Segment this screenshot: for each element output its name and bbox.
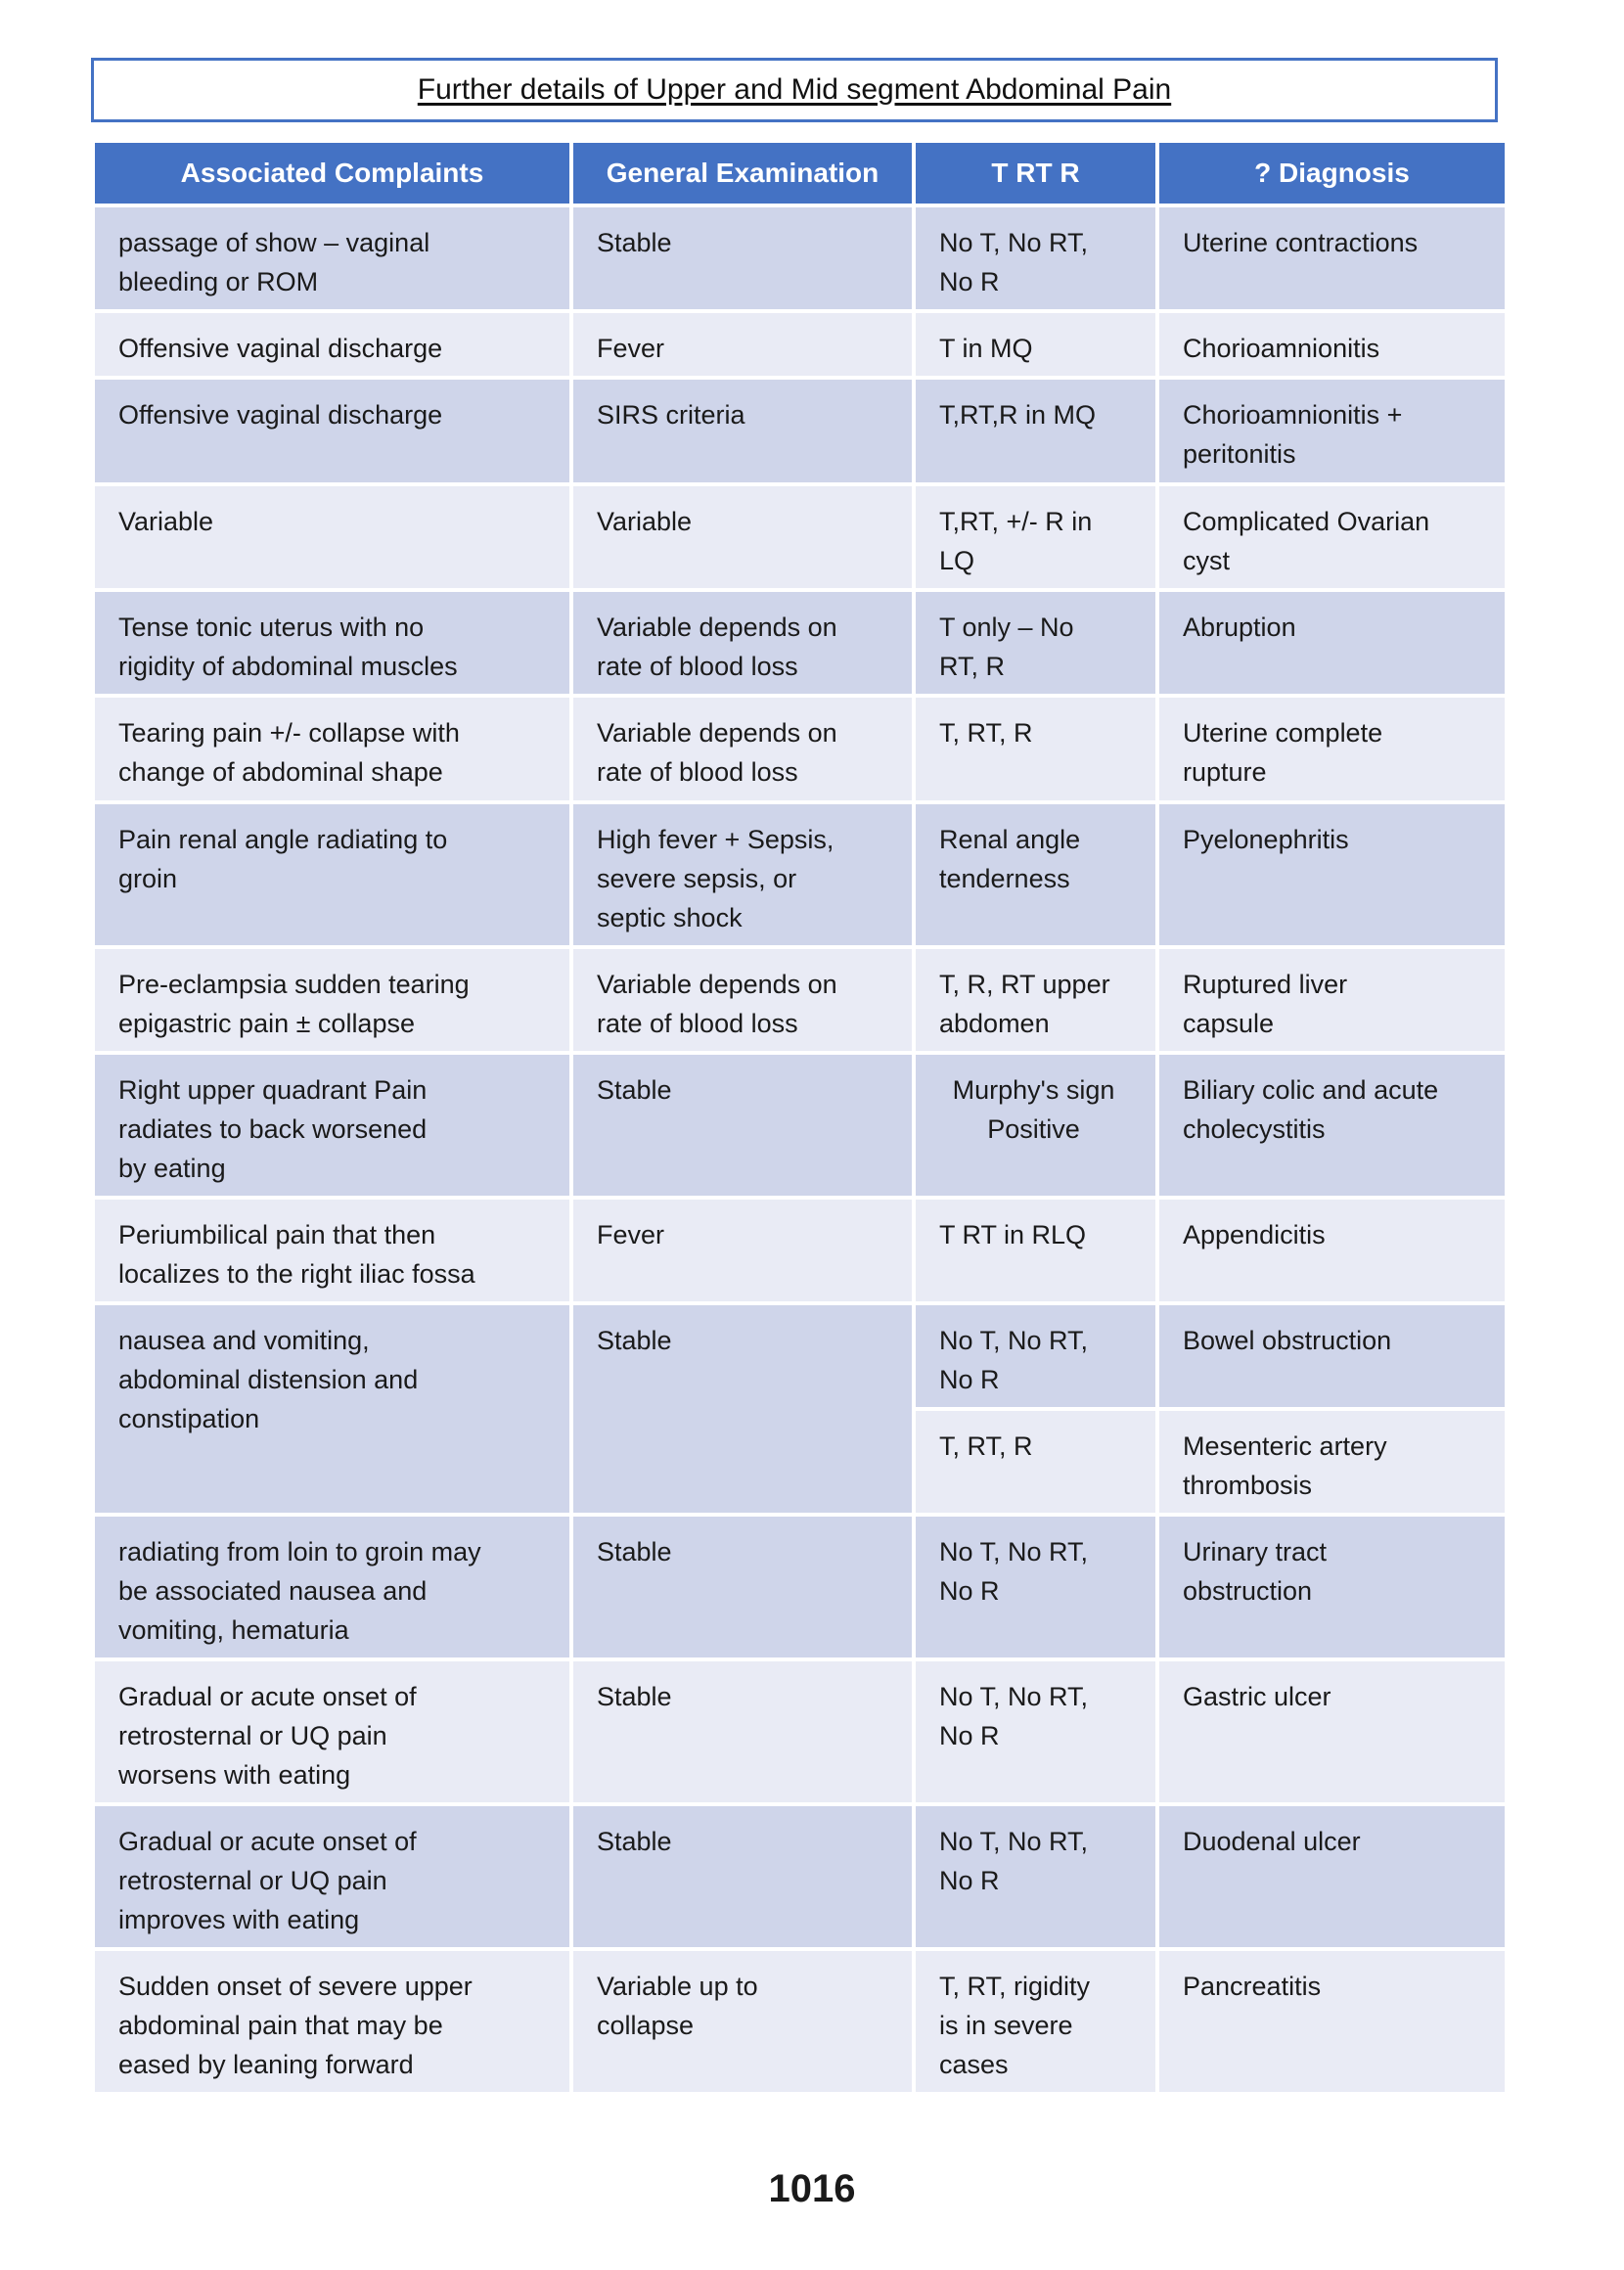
cell-general-examination: Stable xyxy=(573,1305,912,1513)
cell-diagnosis: Pyelonephritis xyxy=(1159,804,1505,945)
cell-associated-complaint: Tearing pain +/- collapse with change of abdominal shape xyxy=(95,698,569,800)
table-row xyxy=(95,380,1505,482)
table-row xyxy=(95,949,1505,1051)
table-title: Further details of Upper and Mid segment Abdominal Pain xyxy=(417,73,1172,106)
cell-general-examination: High fever + Sepsis, severe sepsis, or septic shock xyxy=(573,804,912,945)
cell-associated-complaint: Variable xyxy=(95,486,569,588)
cell-t-rt-r: T,RT,R in MQ xyxy=(916,380,1155,482)
cell-t-rt-r: T in MQ xyxy=(916,313,1155,376)
table-row xyxy=(95,1055,1505,1196)
cell-diagnosis: Pancreatitis xyxy=(1159,1951,1505,2092)
cell-associated-complaint: Sudden onset of severe upper abdominal pain that may be eased by leaning forward xyxy=(95,1951,569,2092)
cell-associated-complaint: Tense tonic uterus with no rigidity of abdominal muscles xyxy=(95,592,569,694)
cell-associated-complaint: Pain renal angle radiating to groin xyxy=(95,804,569,945)
cell-t-rt-r: T only – No RT, R xyxy=(916,592,1155,694)
table-row xyxy=(95,804,1505,945)
cell-diagnosis: Chorioamnionitis xyxy=(1159,313,1505,376)
header-associated-complaints: Associated Complaints xyxy=(95,143,569,204)
cell-t-rt-r: Renal angle tenderness xyxy=(916,804,1155,945)
table-row xyxy=(95,698,1505,800)
cell-associated-complaint: Offensive vaginal discharge xyxy=(95,380,569,482)
cell-t-rt-r: T, RT, R xyxy=(916,1411,1155,1513)
cell-general-examination: Stable xyxy=(573,207,912,309)
header-t-rt-r: T RT R xyxy=(916,143,1155,204)
cell-diagnosis: Duodenal ulcer xyxy=(1159,1806,1505,1947)
cell-associated-complaint: Offensive vaginal discharge xyxy=(95,313,569,376)
cell-diagnosis: Uterine contractions xyxy=(1159,207,1505,309)
table-title-box xyxy=(91,58,1498,122)
cell-t-rt-r: No T, No RT, No R xyxy=(916,1806,1155,1947)
cell-t-rt-r: Murphy's sign Positive xyxy=(916,1055,1155,1196)
cell-diagnosis: Gastric ulcer xyxy=(1159,1661,1505,1802)
cell-t-rt-r: T RT in RLQ xyxy=(916,1200,1155,1301)
cell-t-rt-r: No T, No RT, No R xyxy=(916,1305,1155,1407)
cell-general-examination: Variable xyxy=(573,486,912,588)
table-row xyxy=(95,486,1505,588)
cell-diagnosis: Urinary tract obstruction xyxy=(1159,1517,1505,1657)
cell-general-examination: SIRS criteria xyxy=(573,380,912,482)
header-general-examination: General Examination xyxy=(573,143,912,204)
cell-associated-complaint: nausea and vomiting, abdominal distension and constipation xyxy=(95,1305,569,1513)
abdominal-pain-table xyxy=(91,139,1509,2096)
table-row xyxy=(95,313,1505,376)
cell-associated-complaint: radiating from loin to groin may be associated nausea and vomiting, hematuria xyxy=(95,1517,569,1657)
cell-associated-complaint: Right upper quadrant Pain radiates to back worsened by eating xyxy=(95,1055,569,1196)
cell-general-examination: Stable xyxy=(573,1661,912,1802)
cell-t-rt-r: T,RT, +/- R in LQ xyxy=(916,486,1155,588)
cell-t-rt-r: T, RT, R xyxy=(916,698,1155,800)
table-row xyxy=(95,1951,1505,2092)
cell-diagnosis: Uterine complete rupture xyxy=(1159,698,1505,800)
cell-diagnosis: Mesenteric artery thrombosis xyxy=(1159,1411,1505,1513)
cell-general-examination: Variable depends on rate of blood loss xyxy=(573,949,912,1051)
table-row xyxy=(95,207,1505,309)
cell-associated-complaint: Periumbilical pain that then localizes to the right iliac fossa xyxy=(95,1200,569,1301)
cell-general-examination: Stable xyxy=(573,1806,912,1947)
cell-diagnosis: Biliary colic and acute cholecystitis xyxy=(1159,1055,1505,1196)
table-row xyxy=(95,1517,1505,1657)
cell-general-examination: Stable xyxy=(573,1517,912,1657)
table-row xyxy=(95,1200,1505,1301)
table-row xyxy=(95,1305,1505,1407)
cell-general-examination: Fever xyxy=(573,1200,912,1301)
cell-diagnosis: Chorioamnionitis + peritonitis xyxy=(1159,380,1505,482)
cell-associated-complaint: Gradual or acute onset of retrosternal or UQ pain worsens with eating xyxy=(95,1661,569,1802)
cell-general-examination: Stable xyxy=(573,1055,912,1196)
cell-t-rt-r: No T, No RT, No R xyxy=(916,207,1155,309)
cell-t-rt-r: T, R, RT upper abdomen xyxy=(916,949,1155,1051)
cell-t-rt-r: No T, No RT, No R xyxy=(916,1517,1155,1657)
cell-general-examination: Variable depends on rate of blood loss xyxy=(573,698,912,800)
cell-associated-complaint: passage of show – vaginal bleeding or ROM xyxy=(95,207,569,309)
cell-general-examination: Variable depends on rate of blood loss xyxy=(573,592,912,694)
cell-associated-complaint: Pre-eclampsia sudden tearing epigastric pain ± collapse xyxy=(95,949,569,1051)
cell-t-rt-r: T, RT, rigidity is in severe cases xyxy=(916,1951,1155,2092)
table-row xyxy=(95,1661,1505,1802)
cell-diagnosis: Complicated Ovarian cyst xyxy=(1159,486,1505,588)
table-row xyxy=(95,1806,1505,1947)
page-number: 1016 xyxy=(768,2167,856,2210)
header-row xyxy=(95,143,1505,204)
cell-general-examination: Fever xyxy=(573,313,912,376)
cell-associated-complaint: Gradual or acute onset of retrosternal or UQ pain improves with eating xyxy=(95,1806,569,1947)
table-row xyxy=(95,592,1505,694)
cell-diagnosis: Appendicitis xyxy=(1159,1200,1505,1301)
cell-t-rt-r: No T, No RT, No R xyxy=(916,1661,1155,1802)
cell-diagnosis: Ruptured liver capsule xyxy=(1159,949,1505,1051)
cell-diagnosis: Bowel obstruction xyxy=(1159,1305,1505,1407)
cell-diagnosis: Abruption xyxy=(1159,592,1505,694)
header-diagnosis: ? Diagnosis xyxy=(1159,143,1505,204)
cell-general-examination: Variable up to collapse xyxy=(573,1951,912,2092)
